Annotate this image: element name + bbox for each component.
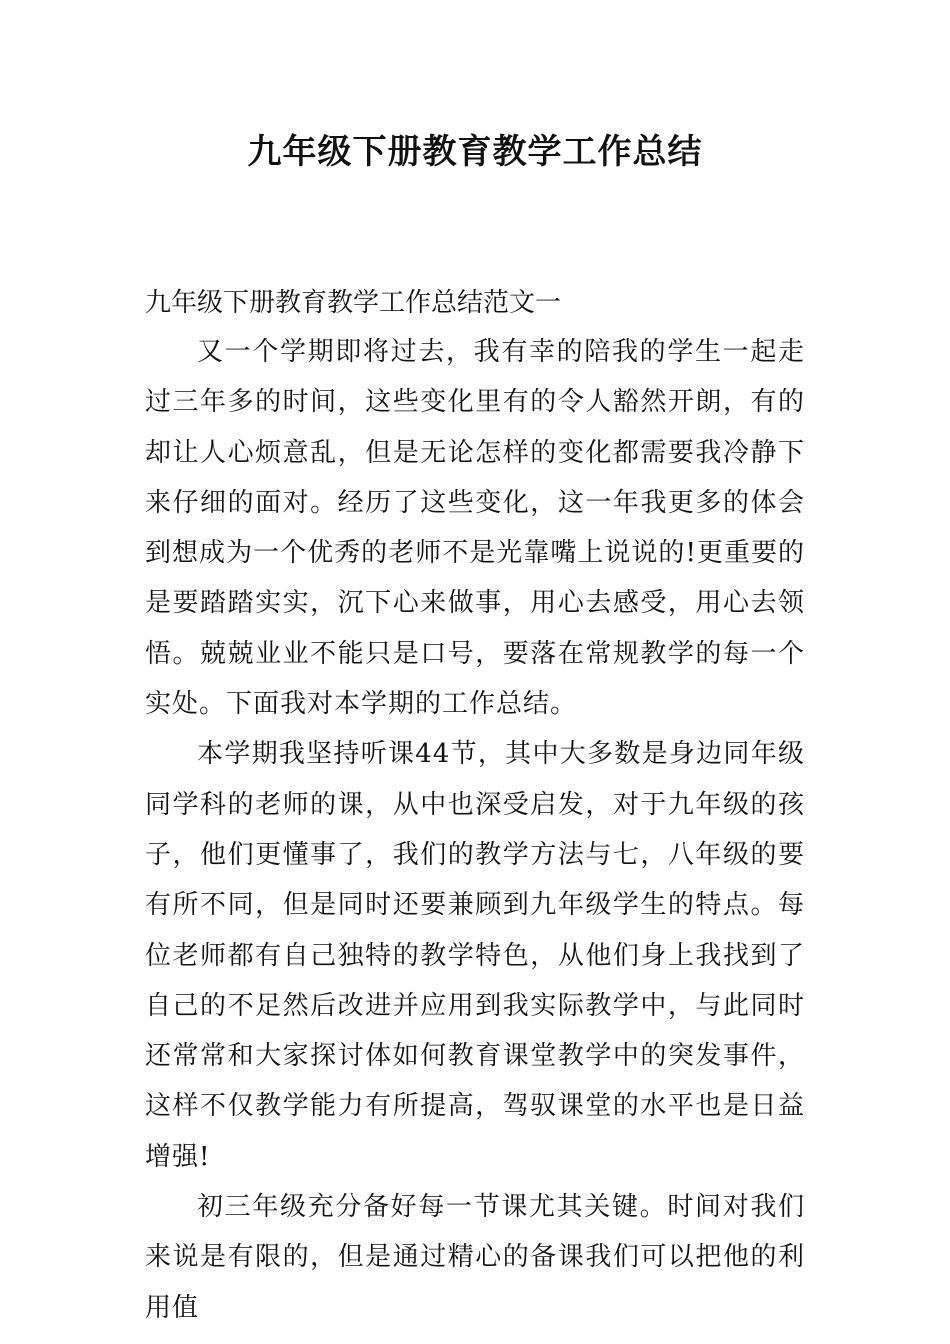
body-paragraph: 又一个学期即将过去，我有幸的陪我的学生一起走过三年多的时间，这些变化里有的令人豁然开朗，有的却让人心烦意乱，但是无论怎样的变化都需要我冷静下来仔细的面对。经历了这些变化，这一年我更多的体会到想成为一个优秀的老师不是光靠嘴上说说的!更重要的是要踏踏实实，沉下心来做事，用心去感受，用心去领悟。兢兢业业不能只是口号，要落在常规教学的每一个实处。下面我对本学期的工作总结。	[145, 337, 805, 720]
document-subtitle: 九年级下册教育教学工作总结范文一	[145, 288, 562, 318]
document-body	[145, 327, 805, 1333]
body-paragraph: 本学期我坚持听课44节，其中大多数是身边同年级同学科的老师的课，从中也深受启发，对于九年级的孩子，他们更懂事了，我们的教学方法与七，八年级的要有所不同，但是同时还要兼顾到九年级学生的特点。每位老师都有自己独特的教学特色，从他们身上我找到了自己的不足然后改进并应用到我实际教学中，与此同时还常常和大家探讨体如何教育课堂教学中的突发事件，这样不仅教学能力有所提高，驾驭课堂的水平也是日益增强!	[145, 739, 805, 1172]
body-paragraph: 初三年级充分备好每一节课尤其关键。时间对我们来说是有限的，但是通过精心的备课我们可以把他的利用值	[145, 1192, 805, 1323]
document-title: 九年级下册教育教学工作总结	[247, 132, 703, 172]
